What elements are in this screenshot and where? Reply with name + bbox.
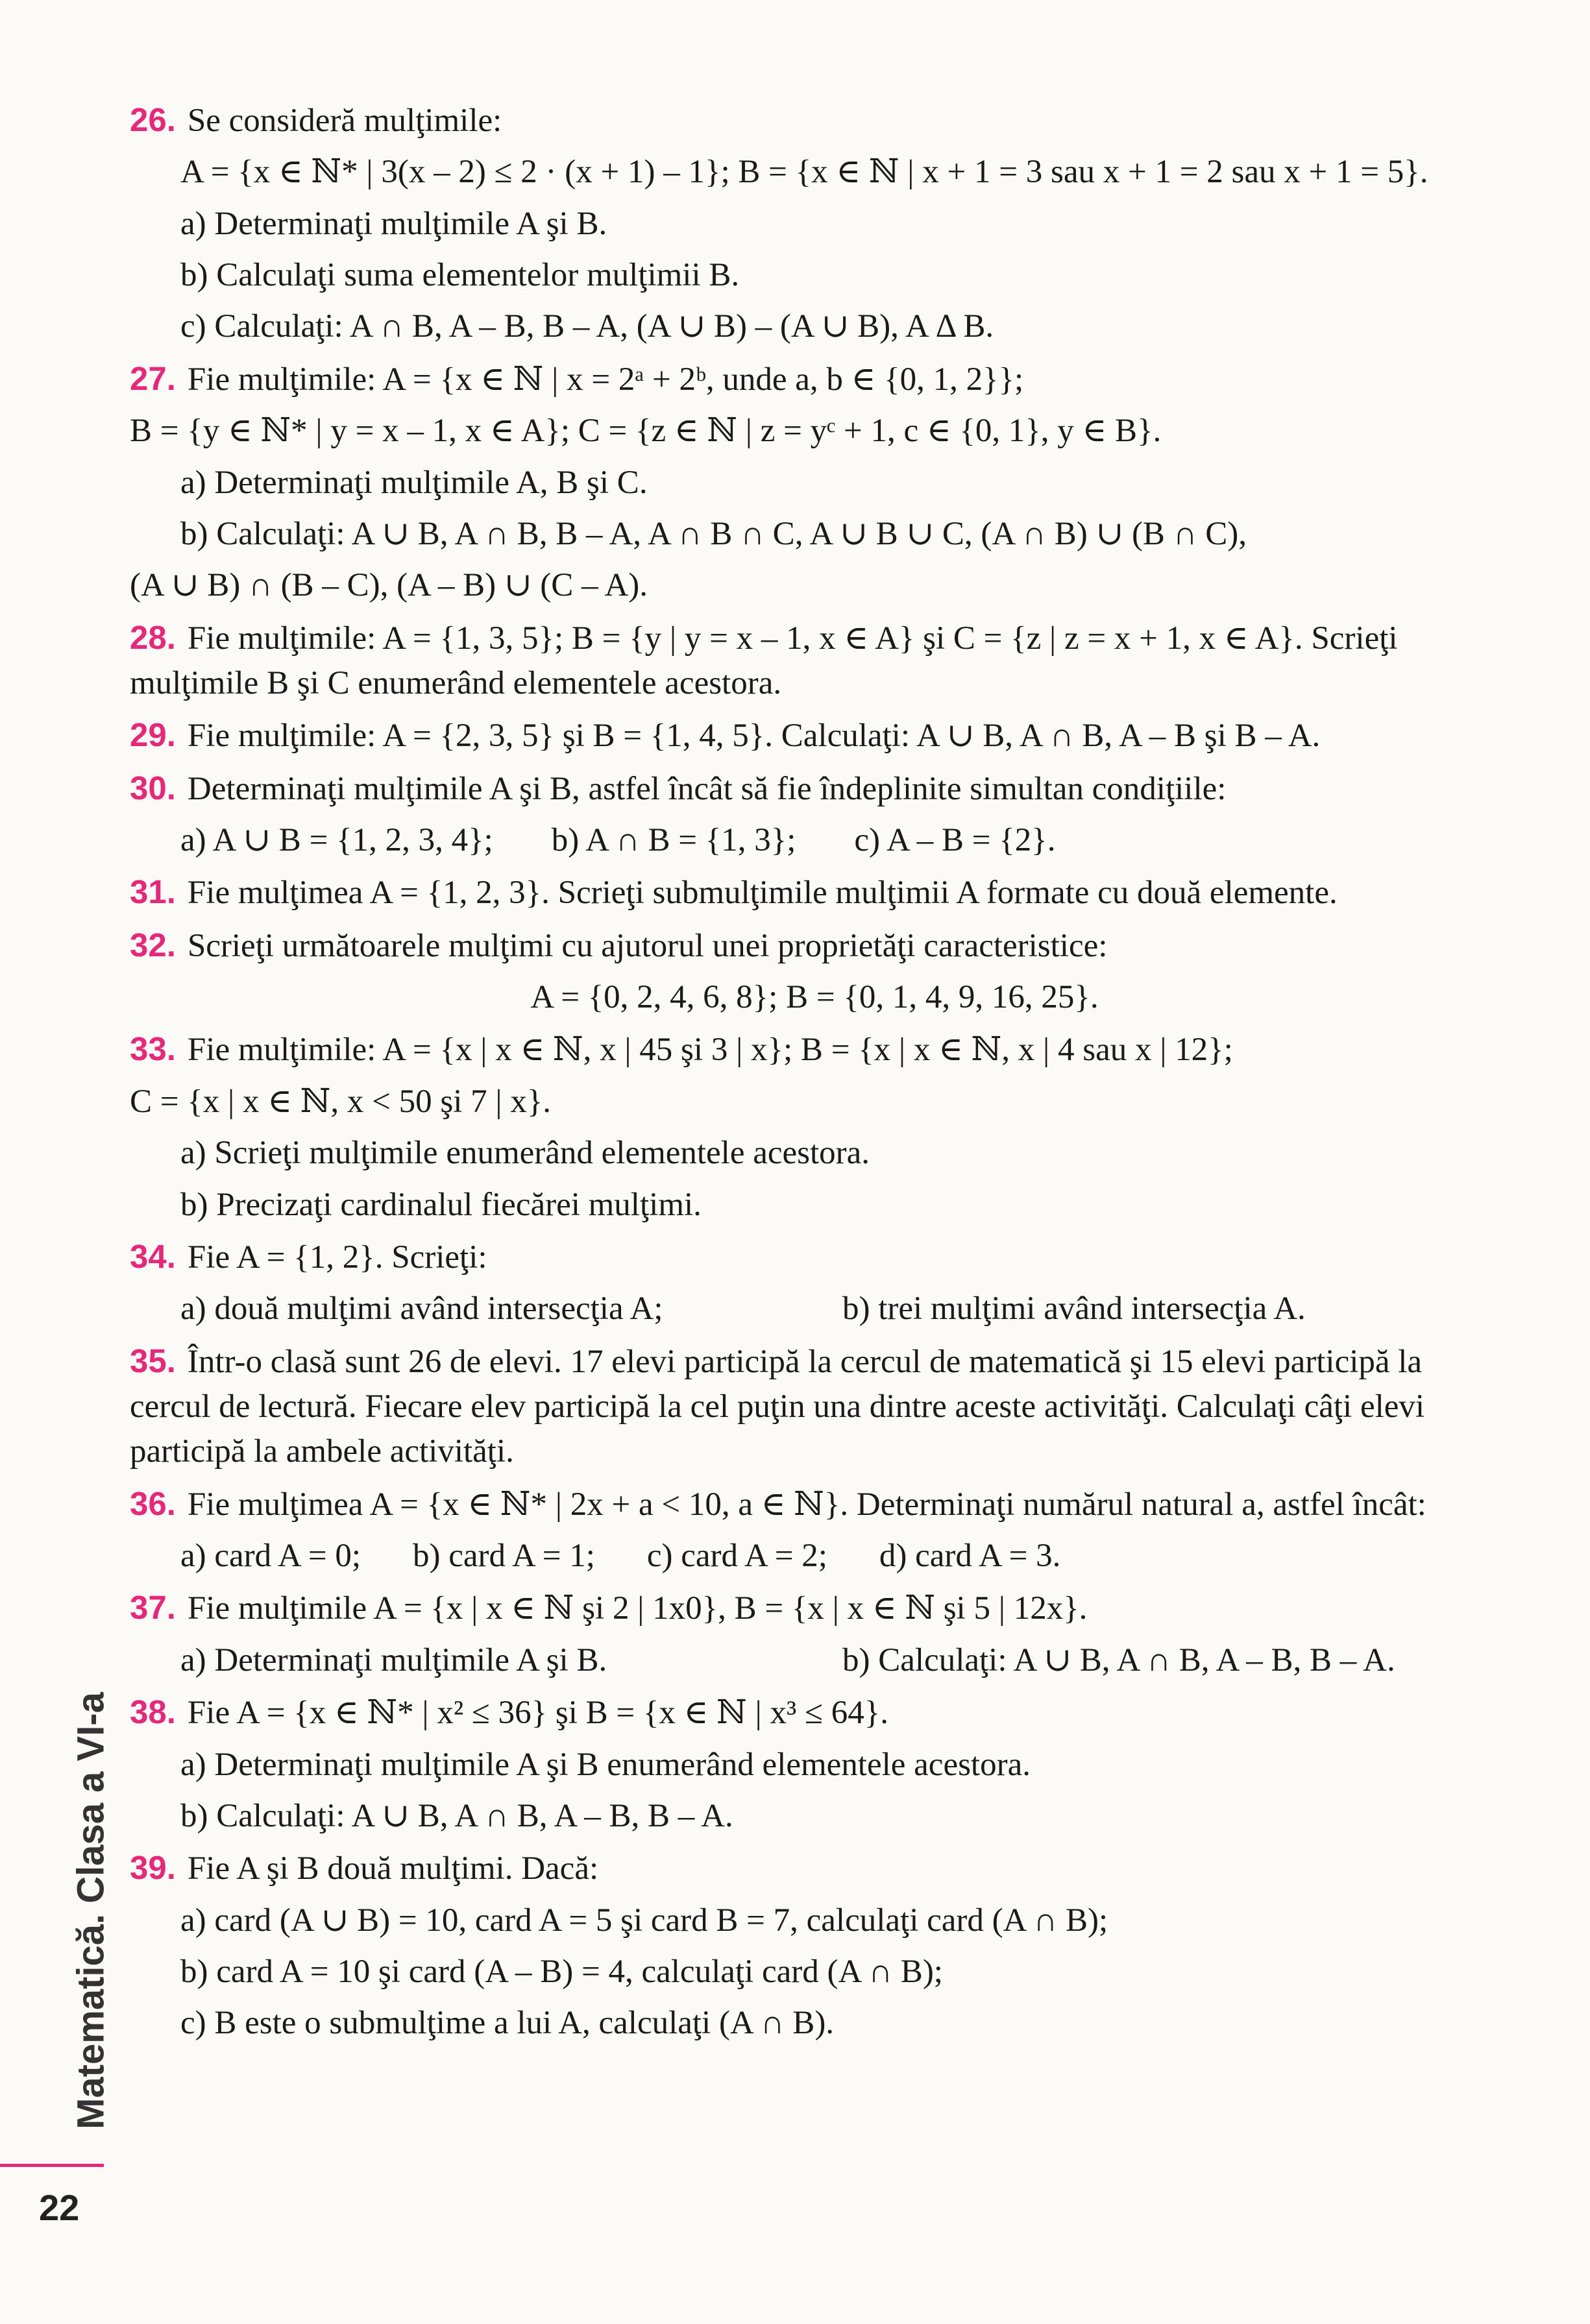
- book-title: Matematică. Clasa a VI-a: [69, 1692, 112, 2129]
- set-definitions: A = {x ∈ ℕ* | 3(x – 2) ≤ 2 · (x + 1) – 1}; B = {x ∈ ℕ | x + 1 = 3 sau x + 1 = 2 sau x + 1 = 5}.: [180, 154, 1428, 191]
- exercise-number: 32.: [130, 926, 176, 963]
- exercise-number: 34.: [130, 1237, 176, 1275]
- exercise-36: [130, 1481, 1499, 1579]
- exercise-text: Fie mulţimea A = {1, 2, 3}. Scrieţi submulţimile mulţimii A formate cu două elemente.: [187, 875, 1338, 912]
- exercise-33: [130, 1026, 1499, 1227]
- subpoint-b: b) Calculaţi: A ∪ B, A ∩ B, A – B, B – A.: [180, 1797, 733, 1834]
- exercise-number: 37.: [130, 1589, 176, 1627]
- subpoint-b: b) Precizaţi cardinalul fiecărei mulţimi.: [180, 1186, 702, 1223]
- subpoint-a: a) card (A ∪ B) = 10, card A = 5 şi card B = 7, calculaţi card (A ∩ B);: [180, 1902, 1108, 1939]
- subpoint-a: a) Determinaţi mulţimile A şi B.: [180, 205, 607, 242]
- exercise-text: Determinaţi mulţimile A şi B, astfel încât să fie îndeplinite simultan condiţiile:: [187, 770, 1227, 807]
- exercise-text: Se consideră mulţimile:: [187, 103, 502, 139]
- exercise-30: [130, 766, 1499, 864]
- exercise-number: 35.: [130, 1342, 176, 1379]
- subpoint-c: c) Calculaţi: A ∩ B, A – B, B – A, (A ∪ B) – (A ∪ B), A Δ B.: [180, 308, 994, 345]
- subpoint-b: b) Calculaţi: A ∪ B, A ∩ B, A – B, B – A.: [842, 1641, 1395, 1678]
- exercise-27: [130, 356, 1499, 609]
- subpoint-b: b) card A = 1;: [413, 1538, 595, 1575]
- subpoint-a: a) Determinaţi mulţimile A şi B.: [180, 1641, 607, 1678]
- exercise-text: Fie mulţimile: A = {1, 3, 5}; B = {y | y = x – 1, x ∈ A} şi C = {z | z = x + 1, x ∈ A}. Scrieţi mulţimile B şi C enumerând elementele acestora.: [130, 620, 1398, 701]
- exercise-28: [130, 615, 1499, 707]
- subpoints-row: [130, 1534, 1499, 1579]
- subpoint-d: d) card A = 3.: [879, 1538, 1061, 1575]
- exercise-text: Fie A = {1, 2}. Scrieţi:: [187, 1239, 487, 1276]
- subpoint-b: b) card A = 10 şi card (A – B) = 4, calculaţi card (A ∩ B);: [180, 1953, 943, 1990]
- exercise-text: Fie mulţimile: A = {2, 3, 5} şi B = {1, 4, 5}. Calculaţi: A ∪ B, A ∩ B, A – B şi B – A.: [187, 718, 1321, 755]
- exercise-list: [130, 97, 1499, 2053]
- subpoints-row: [130, 818, 1499, 863]
- exercise-32: [130, 923, 1499, 1021]
- set-definitions: A = {0, 2, 4, 6, 8}; B = {0, 1, 4, 9, 16, 25}.: [530, 979, 1099, 1016]
- subpoint-b: b) Calculaţi suma elementelor mulţimii B.: [180, 257, 740, 294]
- exercise-35: [130, 1338, 1499, 1475]
- exercise-text: Fie A şi B două mulţimi. Dacă:: [187, 1850, 599, 1887]
- subpoint-b: b) trei mulţimi având intersecţia A.: [842, 1290, 1306, 1327]
- exercise-number: 30.: [130, 769, 176, 806]
- exercise-39: [130, 1845, 1499, 2046]
- subpoints-row: [130, 1287, 1499, 1331]
- exercise-text: Scrieţi următoarele mulţimi cu ajutorul unei proprietăţi caracteristice:: [187, 927, 1108, 964]
- exercise-text: Fie mulţimea A = {x ∈ ℕ* | 2x + a < 10, a ∈ ℕ}. Determinaţi numărul natural a, astfel încât:: [187, 1486, 1426, 1523]
- exercise-number: 38.: [130, 1693, 176, 1731]
- margin-divider: [0, 2164, 104, 2167]
- exercise-38: [130, 1689, 1499, 1839]
- subpoint-a: a) Determinaţi mulţimile A, B şi C.: [180, 464, 648, 501]
- exercise-29: [130, 712, 1499, 758]
- exercise-number: 28.: [130, 618, 176, 656]
- exercise-34: [130, 1234, 1499, 1332]
- subpoint-c: c) card A = 2;: [646, 1538, 827, 1575]
- exercise-number: 36.: [130, 1484, 176, 1522]
- side-margin: [26, 1661, 156, 2161]
- subpoint-a: a) două mulţimi având intersecţia A;: [180, 1290, 663, 1327]
- exercise-number: 27.: [130, 359, 176, 397]
- subpoints-row: [130, 1638, 1499, 1683]
- exercise-text: Fie A = {x ∈ ℕ* | x² ≤ 36} şi B = {x ∈ ℕ | x³ ≤ 64}.: [187, 1695, 888, 1732]
- set-definitions: C = {x | x ∈ ℕ, x < 50 şi 7 | x}.: [130, 1083, 552, 1120]
- subpoint-b: b) A ∩ B = {1, 3};: [551, 822, 796, 859]
- subpoint-a: a) card A = 0;: [180, 1538, 361, 1575]
- exercise-number: 33.: [130, 1030, 176, 1068]
- exercise-37: [130, 1585, 1499, 1683]
- exercise-text: Fie mulţimile: A = {x | x ∈ ℕ, x | 45 şi 3 | x}; B = {x | x ∈ ℕ, x | 4 sau x | 12};: [187, 1032, 1233, 1069]
- set-definitions: B = {y ∈ ℕ* | y = x – 1, x ∈ A}; C = {z ∈ ℕ | z = yᶜ + 1, c ∈ {0, 1}, y ∈ B}.: [130, 413, 1162, 450]
- exercise-31: [130, 869, 1499, 915]
- exercise-number: 26.: [130, 101, 176, 138]
- subpoint-a: a) Scrieţi mulţimile enumerând elementele acestora.: [180, 1135, 870, 1172]
- exercise-text: Într-o clasă sunt 26 de elevi. 17 elevi participă la cercul de matematică şi 15 elevi participă la cercul de lectură. Fiecare elev participă la cel puţin una dintre aceste activităţi. Calculaţi câţi elevi participă la ambele activităţi.: [130, 1343, 1425, 1470]
- exercise-number: 29.: [130, 716, 176, 754]
- subpoint-a: a) A ∪ B = {1, 2, 3, 4};: [180, 822, 493, 859]
- exercise-26: [130, 97, 1499, 350]
- subpoint-b-continued: (A ∪ B) ∩ (B – C), (A – B) ∪ (C – A).: [130, 567, 648, 604]
- exercise-text: Fie mulţimile A = {x | x ∈ ℕ şi 2 | 1x0}, B = {x | x ∈ ℕ şi 5 | 12x}.: [187, 1590, 1088, 1627]
- page-number: 22: [39, 2187, 80, 2228]
- subpoint-a: a) Determinaţi mulţimile A şi B enumerând elementele acestora.: [180, 1746, 1031, 1783]
- subpoint-c: c) A – B = {2}.: [854, 822, 1056, 859]
- exercise-text: Fie mulţimile: A = {x ∈ ℕ | x = 2ᵃ + 2ᵇ, unde a, b ∈ {0, 1, 2}};: [187, 361, 1024, 398]
- subpoint-c: c) B este o submulţime a lui A, calculaţi (A ∩ B).: [180, 2005, 835, 2042]
- subpoint-b: b) Calculaţi: A ∪ B, A ∩ B, B – A, A ∩ B ∩ C, A ∪ B ∪ C, (A ∩ B) ∪ (B ∩ C),: [180, 515, 1247, 552]
- exercise-number: 39.: [130, 1849, 176, 1887]
- exercise-number: 31.: [130, 873, 176, 911]
